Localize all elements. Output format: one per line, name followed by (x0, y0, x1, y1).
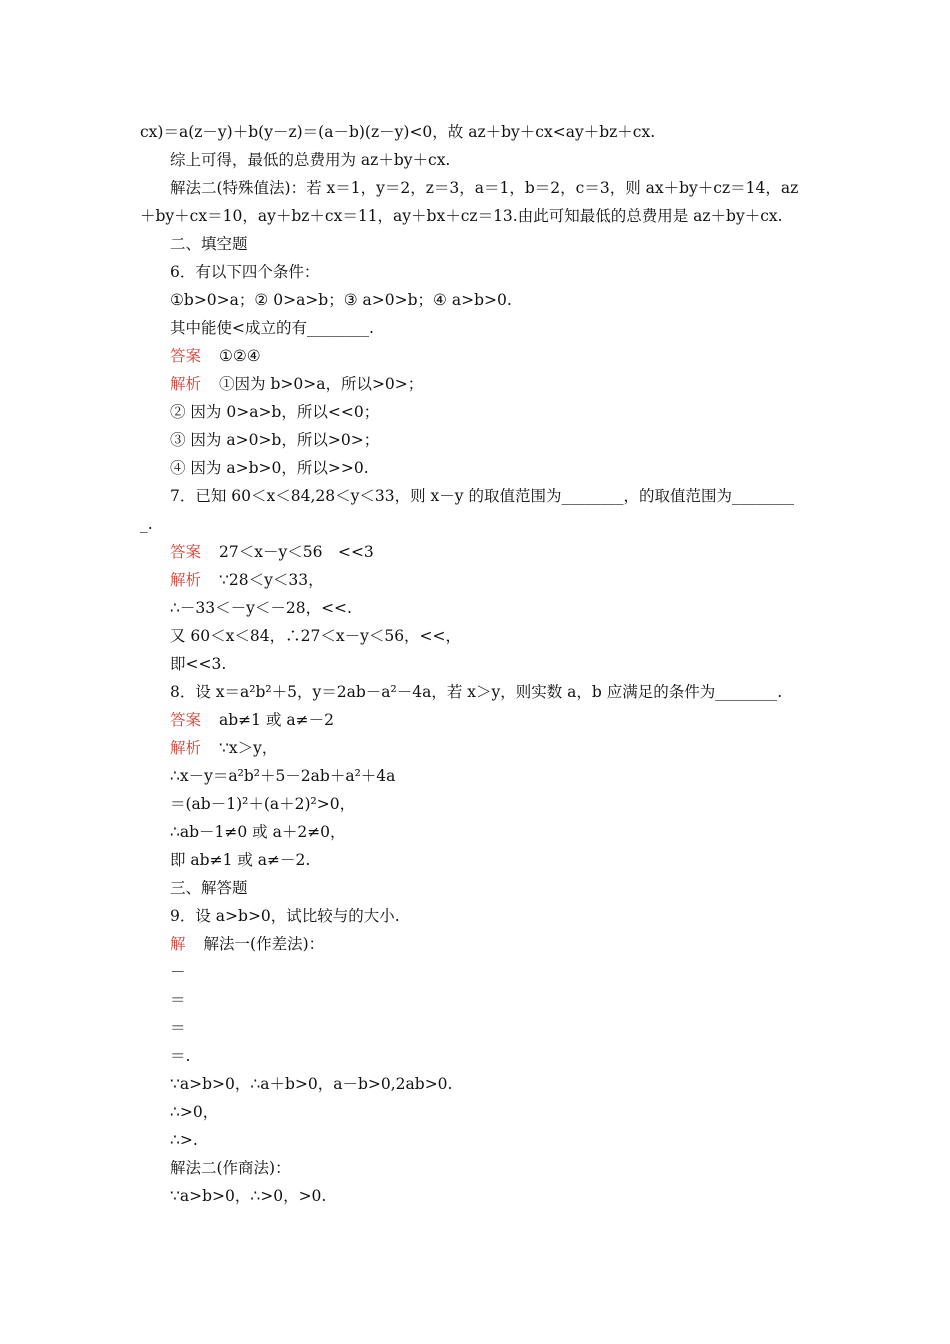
text-line: ∵a>b>0，∴a＋b>0，a－b>0,2ab>0. (170, 1075, 453, 1093)
analysis-text: ∵28＜y＜33， (219, 571, 324, 589)
solution-label: 解 (170, 935, 186, 953)
analysis-label: 解析 (170, 375, 202, 393)
text-line: 又 60＜x＜84，∴27＜x－y＜56，<<， (170, 627, 462, 645)
text-line: ＝. (170, 1047, 191, 1065)
text-line: ③ 因为 a>0>b，所以>0>； (170, 431, 380, 449)
text-line: 综上可得，最低的总费用为 az＋by＋cx. (170, 151, 451, 169)
text-line: ∴x－y＝a²b²＋5－2ab＋a²＋4a (170, 767, 396, 785)
analysis-line (170, 566, 324, 594)
answer-label: 答案 (170, 347, 202, 365)
text-line: 即<<3. (170, 655, 227, 673)
question-8: 8．设 x＝a²b²＋5，y＝2ab－a²－4a，若 x＞y，则实数 a，b 应满足的条件为________. (170, 683, 783, 701)
answer-line (170, 706, 334, 734)
section-heading: 二、填空题 (170, 235, 248, 253)
solution-text: 解法一(作差法)： (203, 935, 325, 953)
text-line: 解法二(作商法)： (170, 1159, 291, 1177)
text-line: ＋by＋cx＝10，ay＋bz＋cx＝11，ay＋bx＋cz＝13.由此可知最低的总费用是 az＋by＋cx. (140, 207, 783, 225)
text-line: ∴>. (170, 1131, 198, 1149)
answer-text: 27＜x－y＜56 <<3 (219, 543, 374, 561)
text-line: ∴>0， (170, 1103, 219, 1121)
text-line: cx)＝a(z－y)＋b(y－z)＝(a－b)(z－y)<0，故 az＋by＋cx<ay＋bz＋cx. (140, 123, 656, 141)
text-line: ∵a>b>0，∴>0，>0. (170, 1187, 327, 1205)
answer-line (170, 538, 374, 566)
question-6: 6．有以下四个条件： (170, 263, 320, 281)
text-line: 解法二(特殊值法)：若 x＝1，y＝2，z＝3，a＝1，b＝2，c＝3，则 ax＋by＋cz＝14，az (170, 179, 799, 197)
analysis-text: ①因为 b>0>a，所以>0>； (219, 375, 424, 393)
section-heading: 三、解答题 (170, 879, 248, 897)
answer-label: 答案 (170, 711, 202, 729)
text-line: － (170, 963, 186, 981)
text-line: ∴ab－1≠0 或 a＋2≠0， (170, 823, 346, 841)
analysis-label: 解析 (170, 571, 202, 589)
answer-label: 答案 (170, 543, 202, 561)
text-line: ＝ (170, 1019, 186, 1037)
text-line: _. (140, 515, 153, 533)
answer-line (170, 342, 261, 370)
text-line: 即 ab≠1 或 a≠－2. (170, 851, 311, 869)
analysis-text: ∵x＞y， (219, 739, 278, 757)
text-line: ＝(ab－1)²＋(a＋2)²>0， (170, 795, 356, 813)
solution-line (170, 930, 324, 958)
answer-text: ab≠1 或 a≠－2 (219, 711, 334, 729)
text-line: ④ 因为 a>b>0，所以>>0. (170, 459, 369, 477)
text-line: 其中能使<成立的有________. (170, 319, 374, 337)
analysis-line (170, 370, 423, 398)
analysis-label: 解析 (170, 739, 202, 757)
text-line: ＝ (170, 991, 186, 1009)
text-line: ∴－33＜－y＜－28，<<. (170, 599, 352, 617)
text-line: ② 因为 0>a>b，所以<<0； (170, 403, 380, 421)
analysis-line (170, 734, 277, 762)
text-line: ①b>0>a；② 0>a>b；③ a>0>b；④ a>b>0. (170, 291, 512, 309)
answer-text: ①②④ (219, 347, 261, 365)
question-7: 7．已知 60＜x＜84,28＜y＜33，则 x－y 的取值范围为________，的取值范围为________ (170, 487, 794, 505)
question-9: 9．设 a>b>0，试比较与的大小. (170, 907, 400, 925)
